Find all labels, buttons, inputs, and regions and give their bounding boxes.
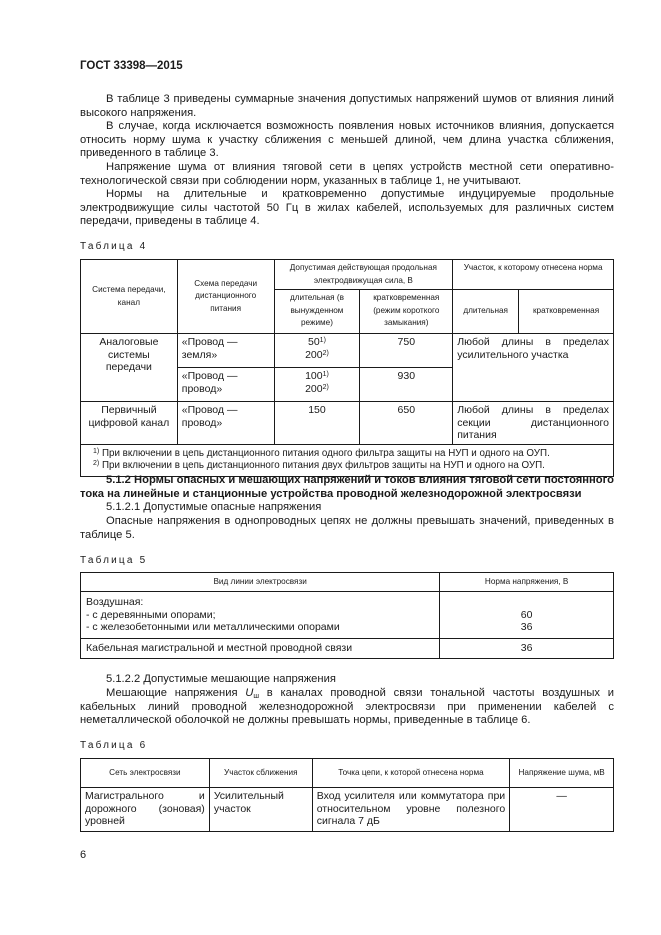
t4-footnotes (81, 444, 614, 476)
t4-r2-long: 150 (274, 402, 360, 445)
t4-r1b-long: 100$^{1)}$ 200$^{2)}$ (274, 368, 360, 402)
t4-header-scheme: Схема передачи дистанционного питания (177, 260, 274, 334)
t4-footnote-1: $^{1)}$ При включении в цепь дистанционного питания одного фильтра защиты на НУП и одного на ОУП. (93, 447, 550, 459)
t5-header-line: Вид линии электросвязи (81, 573, 440, 592)
t5-r2-line: Кабельная магистральной и местной проводной связи (81, 638, 440, 658)
section-5-1-2-1-title: 5.1.2.1 Допустимые опасные напряжения (106, 501, 322, 513)
t5-header-norm: Норма напряжения, В (440, 573, 614, 592)
section-5-1-2-2-paragraph: Мешающие напряжения $U_ш$ в каналах проводной связи тональной частоты воздушных и кабельных линий проводной железнодорожной электросвязи при применении кабелей с неметаллической оболочкой не должны превышать нормы, приведенные в таблице 6. (80, 687, 614, 727)
table6-caption: Таблица 6 (80, 740, 148, 751)
t4-r2-short: 650 (360, 402, 453, 445)
table5-caption: Таблица 5 (80, 555, 148, 566)
t5-r1-values: 60 36 (440, 592, 614, 639)
t4-r1a-long: 50$^{1)}$ 200$^{2)}$ (274, 334, 360, 368)
table-4 (80, 259, 614, 477)
t4-header-sec-long: длительная (453, 290, 519, 334)
t4-r1b-short: 930 (360, 368, 453, 402)
t4-header-emf: Допустимая действующая продольная электродвижущая сила, В (274, 260, 453, 290)
t4-r2-section: Любой длины в пределах секции дистанционного питания (453, 402, 614, 445)
t4-header-section: Участок, к которому отнесена норма (453, 260, 614, 290)
t4-header-system: Система передачи, канал (81, 260, 178, 334)
t4-r1a-scheme: «Провод — земля» (177, 334, 274, 368)
t4-header-sec-short: кратковременная (519, 290, 614, 334)
table-5 (80, 572, 614, 659)
t4-r1-system: Аналоговые системы передачи (81, 334, 178, 402)
t5-r1-line: Воздушная: - с деревянными опорами; - с железобетонными или металлическими опорами (81, 592, 440, 639)
t4-footnote-2: $^{2)}$ При включении в цепь дистанционного питания двух фильтров защиты на НУП и одного на ОУП. (93, 460, 545, 471)
t4-header-long: длительная (в вынужденном режиме) (274, 290, 360, 334)
t4-r1b-scheme: «Провод — провод» (177, 368, 274, 402)
t6-header-noise: Напряжение шума, мВ (510, 759, 614, 788)
t4-r1a-short: 750 (360, 334, 453, 368)
intro-paragraph-4: Нормы на длительные и кратковременно допустимые индуцируемые продольные электродвижущие силы частотой 50 Гц в жилах кабелей, используемых для различных систем передачи, приведены в таблице 4. (80, 188, 614, 228)
t4-r1-section: Любой длины в пределах усилительного участка (453, 334, 614, 402)
t5-r2-value: 36 (440, 638, 614, 658)
t6-r1-area: Усилительный участок (209, 788, 312, 832)
table4-caption: Таблица 4 (80, 241, 148, 252)
t6-r1-point: Вход усилителя или коммутатора при относительном уровне полезного сигнала 7 дБ (312, 788, 509, 832)
section-5-1-2-2-title: 5.1.2.2 Допустимые мешающие напряжения (106, 673, 336, 685)
page-number: 6 (80, 849, 87, 861)
t4-r2-scheme: «Провод — провод» (177, 402, 274, 445)
table-6 (80, 758, 614, 832)
t6-header-net: Сеть электросвязи (81, 759, 210, 788)
intro-paragraph-3: Напряжение шума от влияния тяговой сети в цепях устройств местной сети оперативно-технологической связи при соблюдении норм, указанных в таблице 1, не учитывают. (80, 161, 614, 187)
t6-header-point: Точка цепи, к которой отнесена норма (312, 759, 509, 788)
document-header: ГОСТ 33398—2015 (80, 60, 183, 72)
section-5-1-2-1-paragraph: Опасные напряжения в однопроводных цепях не должны превышать значений, приведенных в таблице 5. (80, 515, 614, 541)
intro-paragraph-1: В таблице 3 приведены суммарные значения допустимых напряжений шумов от влияния линий высокого напряжения. (80, 93, 614, 119)
t6-r1-net: Магистрального и дорожного (зоновая) уровней (81, 788, 210, 832)
section-5-1-2-title: 5.1.2 Нормы опасных и мешающих напряжений и токов влияния тяговой сети постоянного тока на линейные и станционные устройства проводной железнодорожной электросвязи (80, 474, 614, 500)
t6-r1-noise: — (510, 788, 614, 832)
t6-header-area: Участок сближения (209, 759, 312, 788)
intro-paragraph-2: В случае, когда исключается возможность появления новых источников влияния, допускается относить норму шума к участку сближения с меньшей длиной, чем длина участка сближения, приведенного в таблице 3. (80, 120, 614, 160)
t4-header-short: кратковременная (режим короткого замыкания) (360, 290, 453, 334)
t4-r2-system: Первичный цифровой канал (81, 402, 178, 445)
